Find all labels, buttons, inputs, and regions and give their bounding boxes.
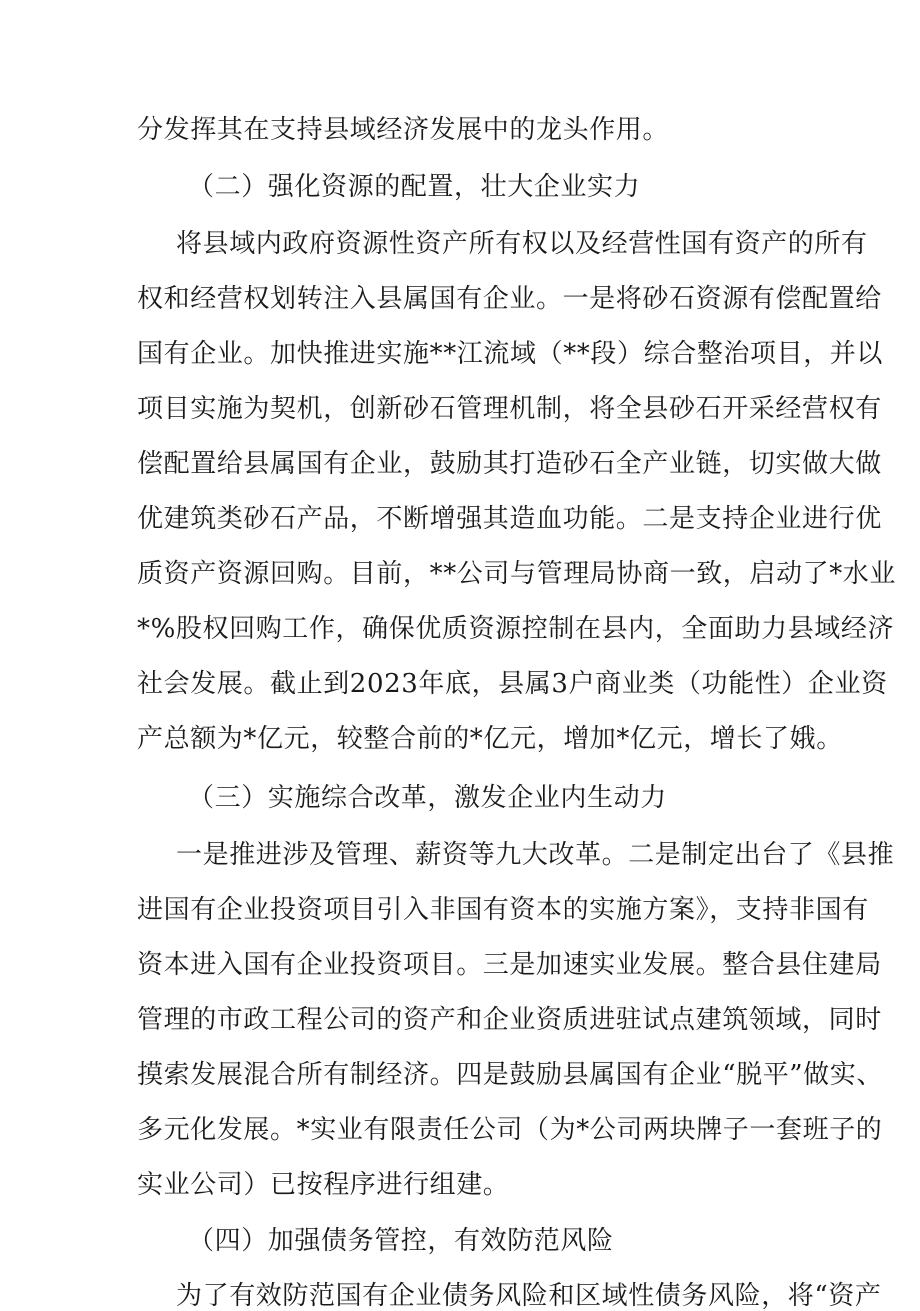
paragraph-line: 将县域内政府资源性资产所有权以及经营性国有资产的所有: [176, 229, 868, 259]
paragraph-line: 进国有企业投资项目引入非国有资本的实施方案》，支持非国有: [137, 895, 869, 925]
paragraph-line: 实业公司）已按程序进行组建。: [137, 1170, 510, 1200]
paragraph-line: 为了有效防范国有企业债务风险和区域性债务风险，将“资产: [176, 1281, 882, 1311]
paragraph-line: 一是推进涉及管理、薪资等九大改革。二是制定出台了《县推: [176, 840, 895, 870]
paragraph-line: *%股权回购工作，确保优质资源控制在县内，全面助力县域经济: [137, 614, 895, 644]
paragraph-line: 管理的市政工程公司的资产和企业资质进驻试点建筑领域，同时: [137, 1005, 882, 1035]
paragraph-line: 多元化发展。*实业有限责任公司（为*公司两块牌子一套班子的: [137, 1115, 883, 1145]
paragraph-line: 国有企业。加快推进实施**江流域（**段）综合整治项目，并以: [137, 339, 884, 369]
paragraph-line: 资本进入国有企业投资项目。三是加速实业发展。整合县住建局: [137, 950, 882, 980]
paragraph-line: 优建筑类砂石产品，不断增强其造血功能。二是支持企业进行优: [137, 504, 882, 534]
section-heading-4: （四）加强债务管控，有效防范风险: [188, 1226, 614, 1256]
paragraph-line: 摸索发展混合所有制经济。四是鼓励县属国有企业“脱平”做实、: [137, 1060, 883, 1090]
paragraph-line: 偿配置给县属国有企业，鼓励其打造砂石全产业链，切实做大做: [137, 449, 882, 479]
paragraph-line: 社会发展。截止到2023年底，县属3户商业类（功能性）企业资: [137, 669, 888, 699]
paragraph-line: 权和经营权划转注入县属国有企业。一是将砂石资源有偿配置给: [137, 284, 882, 314]
section-heading-2: （二）强化资源的配置，壮大企业实力: [188, 172, 641, 202]
paragraph-line: 分发挥其在支持县域经济发展中的龙头作用。: [137, 115, 670, 145]
section-heading-3: （三）实施综合改革，激发企业内生动力: [188, 783, 667, 813]
paragraph-line: 产总额为*亿元，较整合前的*亿元，增加*亿元，增长了娥。: [137, 724, 843, 754]
paragraph-line: 项目实施为契机，创新砂石管理机制，将全县砂石开采经营权有: [137, 394, 882, 424]
paragraph-line: 质资产资源回购。目前，**公司与管理局协商一致，启动了*水业: [137, 559, 897, 589]
